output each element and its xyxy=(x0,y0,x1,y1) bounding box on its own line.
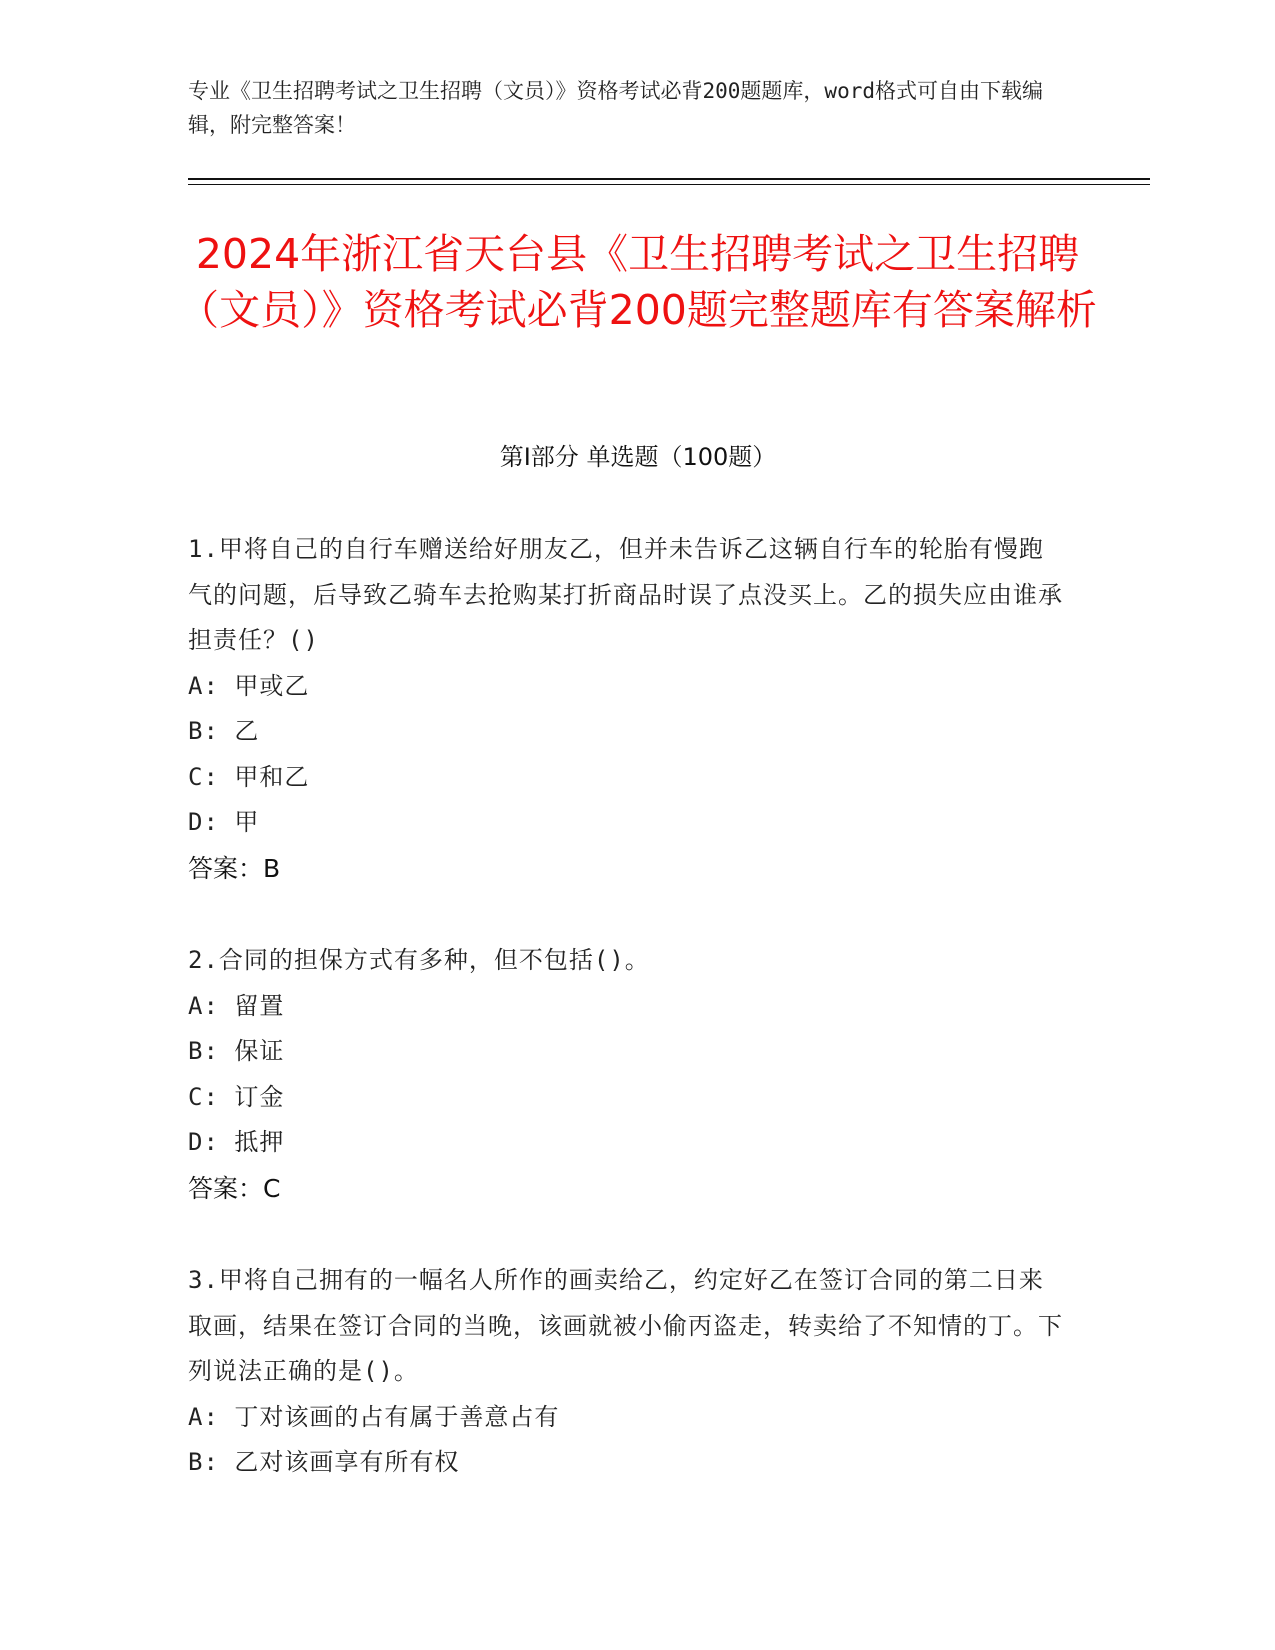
question-stem: 1.甲将自己的自行车赠送给好朋友乙，但并未告诉乙这辆自行车的轮胎有慢跑气的问题，后导致乙骑车去抢购某打折商品时误了点没买上。乙的损失应由谁承担责任？() xyxy=(188,535,1063,654)
option-a: A: 留置 xyxy=(188,991,285,1020)
option-a: A: 丁对该画的占有属于善意占有 xyxy=(188,1402,560,1431)
question-1 xyxy=(188,527,1068,891)
section-heading: 第Ⅰ部分 单选题（100题） xyxy=(499,443,777,471)
option-c: C: 甲和乙 xyxy=(188,762,310,791)
header-divider-thin xyxy=(188,184,1150,185)
question-2 xyxy=(188,938,1068,1211)
header-note: 专业《卫生招聘考试之卫生招聘（文员）》资格考试必背200题题库，word格式可自由下载编辑，附完整答案！ xyxy=(188,79,1043,137)
header-divider-thick xyxy=(188,178,1150,180)
option-b: B: 乙 xyxy=(188,717,260,745)
answer: 答案：C xyxy=(188,1173,281,1203)
question-3 xyxy=(188,1258,1068,1486)
option-c: C: 订金 xyxy=(188,1082,285,1111)
option-d: D: 甲 xyxy=(188,808,260,836)
document-title: 2024年浙江省天台县《卫生招聘考试之卫生招聘（文员）》资格考试必背200题完整题库有答案解析 xyxy=(178,230,1097,334)
question-stem: 2.合同的担保方式有多种，但不包括()。 xyxy=(188,946,650,974)
question-list xyxy=(188,527,1068,1533)
option-b: B: 乙对该画享有所有权 xyxy=(188,1448,460,1476)
option-a: A: 甲或乙 xyxy=(188,671,310,700)
option-b: B: 保证 xyxy=(188,1037,285,1065)
option-d: D: 抵押 xyxy=(188,1128,285,1156)
question-stem: 3.甲将自己拥有的一幅名人所作的画卖给乙，约定好乙在签订合同的第二日来取画，结果在签订合同的当晚，该画就被小偷丙盗走，转卖给了不知情的丁。下列说法正确的是()。 xyxy=(188,1266,1063,1385)
answer: 答案：B xyxy=(188,853,281,883)
